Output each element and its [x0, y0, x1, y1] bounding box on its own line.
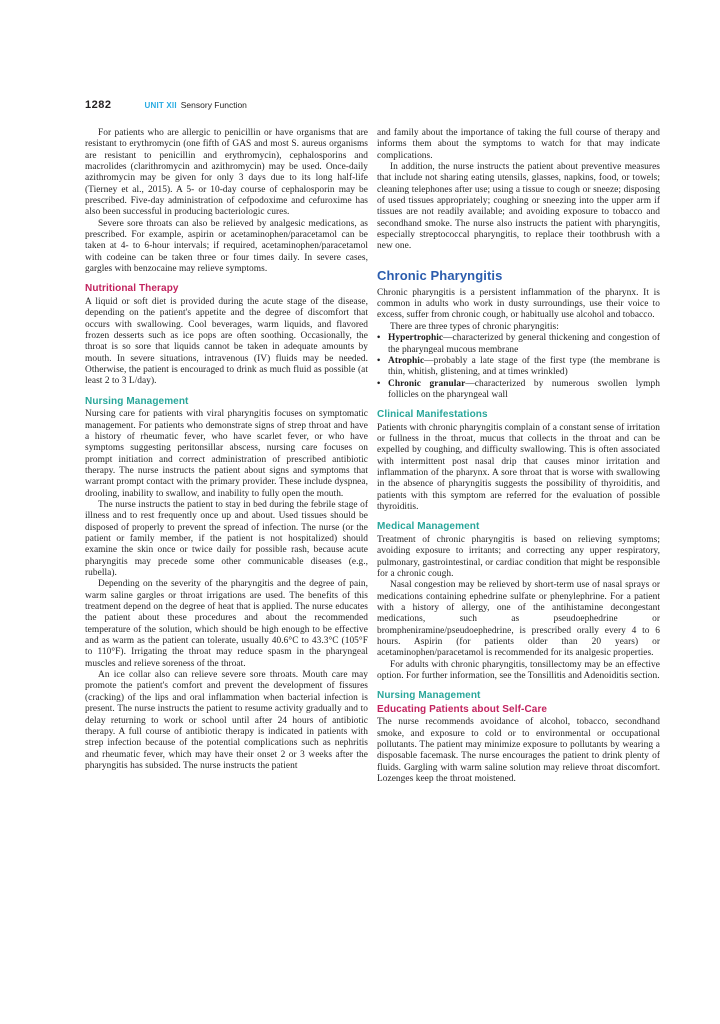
list-item: [377, 356, 660, 379]
paragraph: Nasal congestion may be relieved by short-term use of nasal sprays or medications containing ephedrine sulfate or phenylephrine. For a patient with a history of allergy, one of the antihistamine decongestant medications, such as pseudoephedrine or brompheniramine/pseudoephedrine, is prescribed orally every 4 to 6 hours. Aspirin (for patients older than 20 years) or acetaminophen/paracetamol is recommended for its analgesic properties.: [377, 580, 660, 659]
paragraph: Chronic pharyngitis is a persistent inflammation of the pharynx. It is common in adults who work in dusty surroundings, use their voice to excess, suffer from chronic cough, or habitually use alcohol and tobacco.: [377, 287, 660, 321]
heading-educating-patients: Educating Patients about Self-Care: [377, 703, 548, 715]
paragraph: Severe sore throats can also be relieved by analgesic medications, as prescribed. For example, aspirin or acetaminophen/paracetamol can be taken at 4- to 6-hour intervals; if required, acetaminophen/paracetamol with codeine can be taken three or four times daily. In severe cases, gargles with benzocaine may relieve symptoms.: [85, 218, 368, 275]
left-column: [85, 128, 368, 786]
paragraph: An ice collar also can relieve severe sore throats. Mouth care may promote the patient's comfort and prevent the development of fissures (cracking) of the lips and oral inflammation when bacterial infection is present. The nurse instructs the patient to resume activity gradually and to delay returning to work or school until after 24 hours of antibiotic therapy. A full course of antibiotic therapy is indicated in patients with strep infection because of the potential complications such as nephritis and rheumatic fever, which may have their onset 2 or 3 weeks after the pharyngitis has subsided. The nurse instructs the patient: [85, 670, 368, 771]
paragraph: In addition, the nurse instructs the patient about preventive measures that include not sharing eating utensils, glasses, napkins, food, or towels; cleaning telephones after use; using a tissue to cough or sneeze; disposing of used tissues appropriately; coughing or sneezing into the upper arm if tissues are not readily available; and avoiding exposure to tobacco and secondhand smoke. The nurse also instructs the patient with pharyngitis, especially streptococcal pharyngitis, to replace their toothbrush with a new one.: [377, 162, 660, 252]
heading-nursing-management-right: Nursing Management: [377, 690, 481, 702]
unit-label: UNIT XII: [144, 101, 177, 110]
list-item: [377, 333, 660, 356]
paragraph: A liquid or soft diet is provided during the acute stage of the disease, depending on the patient's appetite and the degree of discomfort that occurs with swallowing. Cool beverages, warm liquids, and flavored frozen desserts such as ice pops are often soothing. Occasionally, the throat is so sore that liquids cannot be taken in adequate amounts by mouth. In severe situations, intravenous (IV) fluids may be needed. Otherwise, the patient is encouraged to drink as much fluid as possible (at least 2 to 3 L/day).: [85, 296, 368, 387]
paragraph: For adults with chronic pharyngitis, tonsillectomy may be an effective option. For further information, see the Tonsillitis and Adenoiditis section.: [377, 659, 660, 682]
heading-nursing-management-left: Nursing Management: [85, 395, 189, 407]
paragraph: The nurse instructs the patient to stay in bed during the febrile stage of illness and to rest frequently once up and about. Used tissues should be disposed of properly to prevent the spread of infection. The nurse (or the patient or family member, if the patient is not hospitalized) should examine the skin once or twice daily for possible rash, because acute pharyngitis may precede some other communicable diseases (e.g., rubella).: [85, 499, 368, 579]
list-item-text: —probably a late stage of the first type (the membrane is thin, whitish, glistening, and at times wrinkled): [388, 355, 660, 378]
list-item-term: Atrophic: [388, 355, 425, 366]
two-column-layout: [85, 128, 665, 786]
unit-title: Sensory Function: [180, 100, 247, 110]
right-column: [377, 128, 660, 786]
list-item-term: Chronic granular: [388, 378, 466, 389]
list-item-text: —characterized by general thickening and congestion of the pharyngeal mucous membrane: [388, 333, 660, 355]
heading-nutritional-therapy: Nutritional Therapy: [85, 283, 179, 295]
paragraph: Patients with chronic pharyngitis complain of a constant sense of irritation or fullness in the throat, mucus that collects in the throat and can be expelled by coughing, and difficulty swallowing. This is often associated with intermittent post nasal drip that causes minor irritation and inflammation of the pharynx. A sore throat that is worse with swallowing in the absence of pharyngitis suggests the possibility of thyroiditis, and patients with this symptom are referred for the evaluation of possible thyroiditis.: [377, 422, 660, 513]
heading-medical-management: Medical Management: [377, 521, 480, 533]
paragraph: Treatment of chronic pharyngitis is based on relieving symptoms; avoiding exposure to irritants; and correcting any upper respiratory, pulmonary, gastrointestinal, or cardiac condition that might be responsible for a chronic cough.: [377, 534, 660, 579]
list-item: [377, 379, 660, 402]
heading-clinical-manifestations: Clinical Manifestations: [377, 409, 488, 421]
bullet-icon: •: [377, 333, 381, 344]
paragraph: There are three types of chronic pharyngitis:: [390, 321, 559, 332]
list-item-term: Hypertrophic: [388, 333, 444, 344]
paragraph: and family about the importance of taking the full course of therapy and informs them about the symptoms to watch for that may indicate complications.: [377, 128, 660, 161]
heading-chronic-pharyngitis: Chronic Pharyngitis: [377, 267, 503, 283]
paragraph: For patients who are allergic to penicillin or have organisms that are resistant to erythromycin (one fifth of GAS and most S. aureus organisms are resistant to penicillin and erythromycin), cephalosporins and macrolides (clarithromycin and azithromycin) may be used. Once-daily azithromycin may be given for only 3 days due to its long half-life (Tierney et al., 2015). A 5- or 10-day course of cephalosporin may be prescribed. Five-day administration of cefpodoxime and cefuroxime has also been successful in producing bacteriologic cures.: [85, 128, 368, 218]
page-number: 1282: [85, 99, 112, 111]
paragraph: Depending on the severity of the pharyngitis and the degree of pain, warm saline gargles or throat irrigations are used. The benefits of this treatment depend on the degree of heat that is applied. The nurse educates the patient about these procedures and about the recommended temperature of the solution, which should be high enough to be effective and as warm as the patient can tolerate, usually 40.6°C to 43.3°C (105°F to 110°F). Irrigating the throat may reduce spasm in the pharyngeal muscles and relieve soreness of the throat.: [85, 579, 368, 669]
paragraph: The nurse recommends avoidance of alcohol, tobacco, secondhand smoke, and exposure to cold or to environmental or occupational pollutants. The patient may minimize exposure to pollutants by wearing a disposable facemask. The nurse encourages the patient to drink plenty of fluids. Gargling with warm saline solution may relieve throat discomfort. Lozenges keep the throat moistened.: [377, 717, 660, 785]
running-head: [85, 99, 665, 111]
paragraph: Nursing care for patients with viral pharyngitis focuses on symptomatic management. For patients who demonstrate signs of strep throat and have a history of rheumatic fever, who have scarlet fever, or who have symptoms suggesting peritonsillar abscess, nursing care focuses on prompt initiation and correct administration of prescribed antibiotic therapy. The nurse instructs the patient about signs and symptoms that warrant prompt contact with the primary provider. These include dyspnea, drooling, inability to swallow, and inability to fully open the mouth.: [85, 409, 368, 499]
pharyngitis-types-list: [377, 333, 660, 401]
bullet-icon: •: [377, 355, 381, 366]
bullet-icon: •: [377, 378, 381, 389]
list-item-text: —characterized by numerous swollen lymph follicles on the pharyngeal wall: [388, 378, 660, 400]
